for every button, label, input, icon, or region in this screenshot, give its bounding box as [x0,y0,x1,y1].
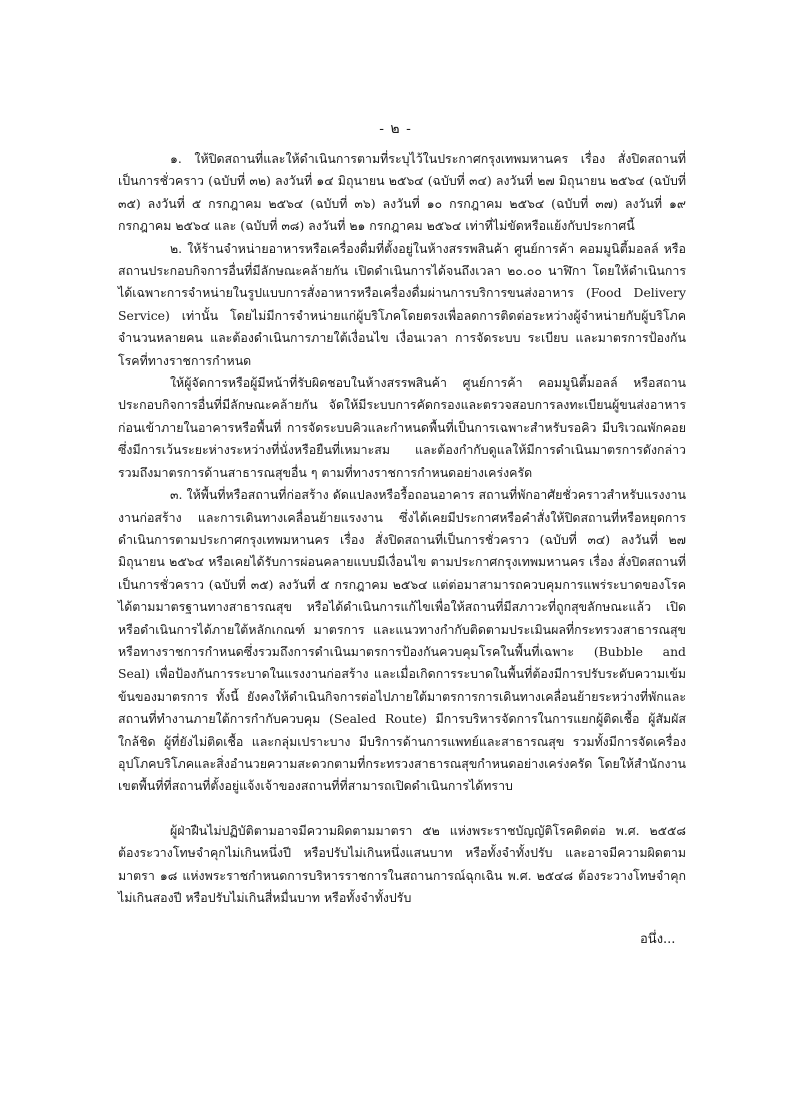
page-number: - ๒ - [379,121,412,137]
paragraph-3: ๓. ให้พื้นที่หรือสถานที่ก่อสร้าง ดัดแปลงหรือรื้อถอนอาคาร สถานที่พักอาศัยชั่วคราวสำหรับแรงงานงานก่อสร้าง และการเดินทางเคลื่อนย้ายแรงงาน ซึ่งได้เคยมีประกาศหรือคำสั่งให้ปิดสถานที่หรือหยุดการดำเนินการตามประกาศกรุงเทพมหานคร เรื่อง สั่งปิดสถานที่เป็นการชั่วคราว (ฉบับที่ ๓๔) ลงวันที่ ๒๗ มิถุนายน ๒๕๖๔ หรือเคยได้รับการผ่อนคลายแบบมีเงื่อนไข ตามประกาศกรุงเทพมหานคร เรื่อง สั่งปิดสถานที่เป็นการชั่วคราว (ฉบับที่ ๓๕) ลงวันที่ ๕ กรกฎาคม ๒๕๖๔ แต่ต่อมาสามารถควบคุมการแพร่ระบาดของโรคได้ตามมาตรฐานทางสาธารณสุข หรือได้ดำเนินการแก้ไขเพื่อให้สถานที่มีสภาวะที่ถูกสุขลักษณะแล้ว เปิดหรือดำเนินการได้ภายใต้หลักเกณฑ์ มาตรการ และแนวทางกำกับติดตามประเมินผลที่กระทรวงสาธารณสุขหรือทางราชการกำหนดซึ่งรวมถึงการดำเนินมาตรการป้องกันควบคุมโรคในพื้นที่เฉพาะ (Bubble and Seal) เพื่อป้องกันการระบาดในแรงงานก่อสร้าง และเมื่อเกิดการระบาดในพื้นที่ต้องมีการปรับระดับความเข้มข้นของมาตรการ ทั้งนี้ ยังคงให้ดำเนินกิจการต่อไปภายใต้มาตรการการเดินทางเคลื่อนย้ายระหว่างที่พักและสถานที่ทำงานภายใต้การกำกับควบคุม (Sealed Route) มีการบริหารจัดการในการแยกผู้ติดเชื้อ ผู้สัมผัสใกล้ชิด ผู้ที่ยังไม่ติดเชื้อ และกลุ่มเปราะบาง มีบริการด้านการแพทย์และสาธารณสุข รวมทั้งมีการจัดเครื่องอุปโภคบริโภคและสิ่งอำนวยความสะดวกตามที่กระทรวงสาธารณสุขกำหนดอย่างเคร่งครัด โดยให้สำนักงานเขตพื้นที่ที่สถานที่ตั้งอยู่แจ้งเจ้าของสถานที่ที่สามารถเปิดดำเนินการได้ทราบ [118,487,686,794]
penalty-paragraph: ผู้ฝ่าฝืนไม่ปฏิบัติตามอาจมีความผิดตามมาตรา ๕๒ แห่งพระราชบัญญัติโรคติดต่อ พ.ศ. ๒๕๕๘ ต้องระวางโทษจำคุกไม่เกินหนึ่งปี หรือปรับไม่เกินหนึ่งแสนบาท หรือทั้งจำทั้งปรับ และอาจมีความผิดตามมาตรา ๑๘ แห่งพระราชกำหนดการบริหารราชการในสถานการณ์ฉุกเฉิน พ.ศ. ๒๕๔๘ ต้องระวางโทษจำคุกไม่เกินสองปี หรือปรับไม่เกินสี่หมื่นบาท หรือทั้งจำทั้งปรับ [118,822,686,905]
paragraph-2: ๒. ให้ร้านจำหน่ายอาหารหรือเครื่องดื่มที่ตั้งอยู่ในห้างสรรพสินค้า ศูนย์การค้า คอมมูนิตี้มอลล์ หรือสถานประกอบกิจการอื่นที่มีลักษณะคล้ายกัน เปิดดำเนินการได้จนถึงเวลา ๒๐.๐๐ นาฬิกา โดยให้ดำเนินการได้เฉพาะการจำหน่ายในรูปแบบการสั่งอาหารหรือเครื่องดื่มผ่านการบริการขนส่งอาหาร (Food Delivery Service) เท่านั้น โดยไม่มีการจำหน่ายแก่ผู้บริโภคโดยตรงเพื่อลดการติดต่อระหว่างผู้จำหน่ายกับผู้บริโภคจำนวนหลายคน และต้องดำเนินการภายใต้เงื่อนไข เงื่อนเวลา การจัดระบบ ระเบียบ และมาตรการป้องกันโรคที่ทางราชการกำหนด [118,240,686,368]
continued-marker: อนึ่ง... [640,932,676,947]
paragraph-2-supplement: ให้ผู้จัดการหรือผู้มีหน้าที่รับผิดชอบในห้างสรรพสินค้า ศูนย์การค้า คอมมูนิตี้มอลล์ หรือสถานประกอบกิจการอื่นที่มีลักษณะคล้ายกัน จัดให้มีระบบการคัดกรองและตรวจสอบการลงทะเบียนผู้ขนส่งอาหารก่อนเข้าภายในอาคารหรือพื้นที่ การจัดระบบคิวและกำหนดพื้นที่เป็นการเฉพาะสำหรับรอคิว มีบริเวณพักคอยซึ่งมีการเว้นระยะห่างระหว่างที่นั่งหรือยืนที่เหมาะสม และต้องกำกับดูแลให้มีการดำเนินมาตรการดังกล่าวรวมถึงมาตรการด้านสาธารณสุขอื่น ๆ ตามที่ทางราชการกำหนดอย่างเคร่งครัด [118,375,686,480]
document-body [118,148,686,909]
paragraph-gap [118,798,686,820]
paragraph-1: ๑. ให้ปิดสถานที่และให้ดำเนินการตามที่ระบุไว้ในประกาศกรุงเทพมหานคร เรื่อง สั่งปิดสถานที่เป็นการชั่วคราว (ฉบับที่ ๓๒) ลงวันที่ ๑๔ มิถุนายน ๒๕๖๔ (ฉบับที่ ๓๔) ลงวันที่ ๒๗ มิถุนายน ๒๕๖๔ (ฉบับที่ ๓๕) ลงวันที่ ๕ กรกฎาคม ๒๕๖๔ (ฉบับที่ ๓๖) ลงวันที่ ๑๐ กรกฎาคม ๒๕๖๔ (ฉบับที่ ๓๗) ลงวันที่ ๑๙ กรกฎาคม ๒๕๖๔ และ (ฉบับที่ ๓๘) ลงวันที่ ๒๑ กรกฎาคม ๒๕๖๔ เท่าที่ไม่ขัดหรือแย้งกับประกาศนี้ [118,151,686,234]
